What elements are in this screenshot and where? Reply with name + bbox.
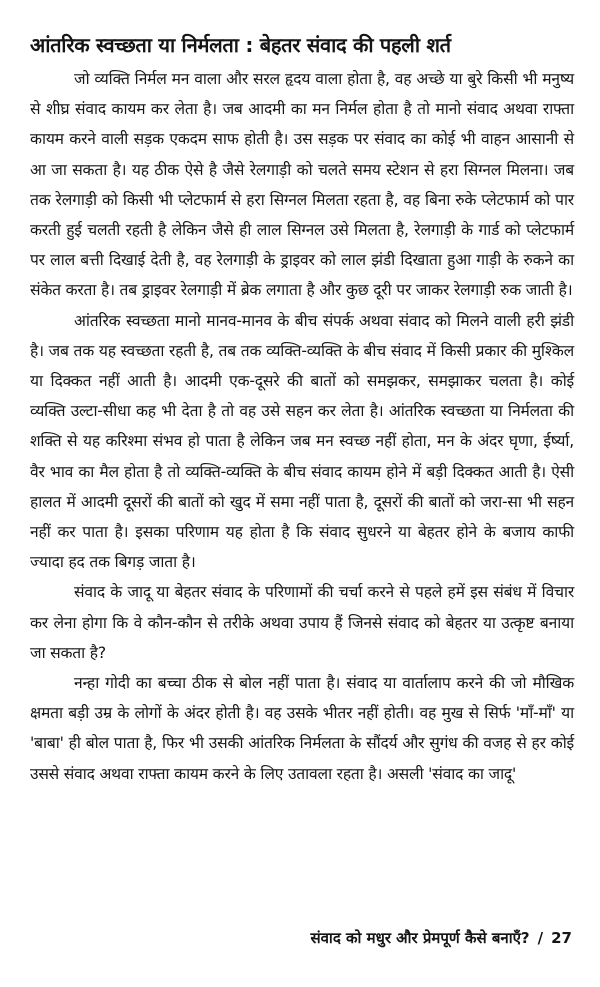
paragraph-1: जो व्यक्ति निर्मल मन वाला और सरल हृदय वाला होता है, वह अच्छे या बुरे किसी भी मनुष्य से शीघ्र संवाद कायम कर लेता है। जब आदमी का मन निर्मल होता है तो मानो संवाद अथवा राफ्ता कायम करने वाली सड़क एकदम साफ होती है। उस सड़क पर संवाद का कोई भी वाहन आसानी से आ जा सकता है। यह ठीक ऐसे है जैसे रेलगाड़ी को चलते समय स्टेशन से हरा सिग्नल मिलना। जब तक रेलगाड़ी को किसी भी प्लेटफार्म से हरा सिग्नल मिलता रहता है, वह बिना रुके प्लेटफार्म को पार करती हुई चलती रहती है लेकिन जैसे ही लाल सिग्नल उसे मिलता है, रेलगाड़ी के गार्ड को प्लेटफार्म पर लाल बत्ती दिखाई देती है, वह रेलगाड़ी के ड्राइवर को लाल झंडी दिखाता हुआ गाड़ी के रुकने का संकेत करता है। तब ड्राइवर रेलगाड़ी में ब्रेक लगाता है और कुछ दूरी पर जाकर रेलगाड़ी रुक जाती है। [30,70,574,300]
paragraph-2: आंतरिक स्वच्छता मानो मानव-मानव के बीच संपर्क अथवा संवाद को मिलने वाली हरी झंडी है। जब तक यह स्वच्छता रहती है, तब तक व्यक्ति-व्यक्ति के बीच संवाद में किसी प्रकार की मुश्किल या दिक्कत नहीं आती है। आदमी एक-दूसरे की बातों को समझकर, समझाकर चलता है। कोई व्यक्ति उल्टा-सीधा कह भी देता है तो वह उसे सहन कर लेता है। आंतरिक स्वच्छता या निर्मलता की शक्ति से यह करिश्मा संभव हो पाता है लेकिन जब मन स्वच्छ नहीं होता, मन के अंदर घृणा, ईर्ष्या, वैर भाव का मैल होता है तो व्यक्ति-व्यक्ति के बीच संवाद कायम होने में बड़ी दिक्कत आती है। ऐसी हालत में आदमी दूसरों की बातों को खुद में समा नहीं पाता है, दूसरों की बातों को जरा-सा भी सहन नहीं कर पाता है। इसका परिणाम यह होता है कि संवाद सुधरने या बेहतर होने के बजाय काफी ज्यादा हद तक बिगड़ जाता है। [30,311,574,572]
footer-separator: / [537,929,544,947]
footer-book-title: संवाद को मधुर और प्रेमपूर्ण कैसे बनाएँ? [310,929,530,947]
section-heading: आंतरिक स्वच्छता या निर्मलता : बेहतर संवाद की पहली शर्त [30,33,451,57]
page-number: 27 [551,929,572,947]
paragraph-4: नन्हा गोदी का बच्चा ठीक से बोल नहीं पाता है। संवाद या वार्तालाप करने की जो मौखिक क्षमता बड़ी उम्र के लोगों के अंदर होती है। वह उसके भीतर नहीं होती। वह मुख से सिर्फ 'माँ-माँ' या 'बाबा' ही बोल पाता है, फिर भी उसकी आंतरिक निर्मलता के सौंदर्य और सुगंध की वजह से हर कोई उससे संवाद अथवा राफ्ता कायम करने के लिए उतावला रहता है। असली 'संवाद का जादू' [30,674,574,783]
page-footer [310,926,572,950]
paragraph-3: संवाद के जादू या बेहतर संवाद के परिणामों की चर्चा करने से पहले हमें इस संबंध में विचार कर लेना होगा कि वे कौन-कौन से तरीके अथवा उपाय हैं जिनसे संवाद को बेहतर या उत्कृष्ट बनाया जा सकता है? [30,583,574,662]
